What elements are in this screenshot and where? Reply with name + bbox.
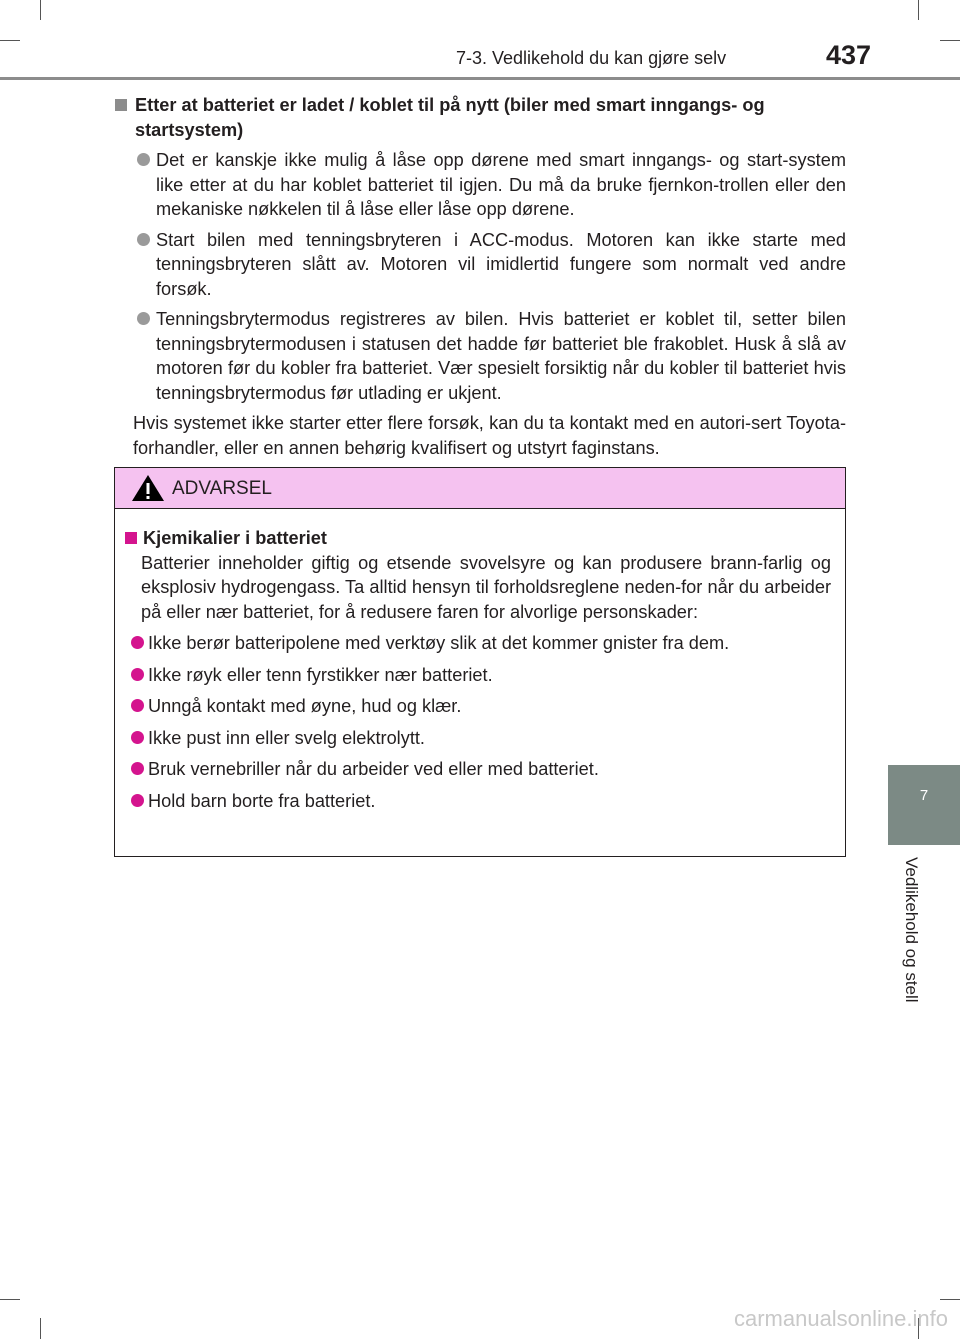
list-item xyxy=(137,148,846,222)
crop-mark xyxy=(40,1318,41,1339)
crop-mark xyxy=(0,1299,20,1300)
list-item xyxy=(131,726,831,751)
crop-mark xyxy=(40,0,41,20)
chapter-label: Vedlikehold og stell xyxy=(902,857,921,1003)
warning-header xyxy=(115,468,845,509)
body-paragraph: Hvis systemet ikke starter etter flere forsøk, kan du ta kontakt med en autori-sert Toyota-forhandler, eller en annen behørig kvalifisert og utstyrt faginstans. xyxy=(133,413,846,458)
warning-bullet-list xyxy=(131,631,831,813)
circle-bullet-icon xyxy=(131,668,144,681)
list-item-text: Ikke berør batteripolene med verktøy slik at det kommer gnister fra dem. xyxy=(148,633,730,653)
crop-mark xyxy=(940,1299,960,1300)
warning-subheading xyxy=(125,526,831,551)
circle-bullet-icon xyxy=(131,762,144,775)
square-bullet-icon xyxy=(125,532,137,544)
square-bullet-icon xyxy=(115,99,127,111)
list-item-text: Bruk vernebriller når du arbeider ved eller med batteriet. xyxy=(148,759,599,779)
main-content xyxy=(113,93,846,460)
crop-mark xyxy=(0,40,20,41)
chapter-number: 7 xyxy=(919,787,929,804)
list-item-text: Det er kanskje ikke mulig å låse opp dørene med smart inngangs- og start-system like etter at du har koblet batteriet til igjen. Du må da bruke fjernkon-trollen eller den mekaniske nøkkelen til å låse eller låse opp dørene. xyxy=(156,150,846,219)
circle-bullet-icon xyxy=(131,636,144,649)
warning-triangle-icon xyxy=(131,474,165,502)
list-item-text: Tenningsbrytermodus registreres av bilen. Hvis batteriet er koblet til, setter bilen tenningsbrytermodusen i statusen det hadde før batteriet ble frakoblet. Husk å slå av motoren før du kobler fra batteriet. Vær spesielt forsiktig når du kobler til batteriet hvis tenningsbrytermodus før utlading er ukjent. xyxy=(156,309,846,403)
list-item xyxy=(137,307,846,405)
list-item xyxy=(131,789,831,814)
bullet-list xyxy=(113,148,846,405)
crop-mark xyxy=(940,40,960,41)
circle-bullet-icon xyxy=(131,794,144,807)
section-heading xyxy=(113,93,846,142)
watermark[interactable]: carmanualsonline.info xyxy=(733,1306,948,1331)
header-rule xyxy=(0,77,960,80)
list-item xyxy=(131,694,831,719)
warning-box xyxy=(114,467,846,857)
list-item-text: Ikke røyk eller tenn fyrstikker nær batteriet. xyxy=(148,664,493,685)
circle-bullet-icon xyxy=(131,731,144,744)
warning-paragraph: Batterier inneholder giftig og etsende svovelsyre og kan produsere brann-farlig og eksplosiv hydrogengass. Ta alltid hensyn til forholdsreglene neden-for når du arbeider på eller nær batteriet, for å redusere faren for alvorlige personskader: xyxy=(141,552,831,622)
list-item xyxy=(131,631,831,656)
list-item xyxy=(137,228,846,302)
list-item-text: Start bilen med tenningsbryteren i ACC-modus. Motoren kan ikke starte med tenningsbryteren slått av. Motoren vil imidlertid fungere som normalt ved andre forsøk. xyxy=(156,229,846,299)
crop-mark xyxy=(918,0,919,20)
circle-bullet-icon xyxy=(137,153,150,166)
list-item-text: Unngå kontakt med øyne, hud og klær. xyxy=(148,696,462,716)
warning-body xyxy=(115,509,845,813)
warning-subheading-text: Kjemikalier i batteriet xyxy=(143,528,327,548)
section-title: 7-3. Vedlikehold du kan gjøre selv xyxy=(456,48,727,68)
section-heading-text: Etter at batteriet er ladet / koblet til på nytt (biler med smart inngangs- og startsystem) xyxy=(135,95,765,140)
list-item-text: Hold barn borte fra batteriet. xyxy=(148,790,376,811)
circle-bullet-icon xyxy=(137,233,150,246)
circle-bullet-icon xyxy=(131,699,144,712)
chapter-tab xyxy=(888,765,960,845)
warning-title: ADVARSEL xyxy=(172,478,272,499)
circle-bullet-icon xyxy=(137,312,150,325)
page-number: 437 xyxy=(826,40,872,70)
list-item xyxy=(131,757,831,782)
list-item xyxy=(131,663,831,688)
list-item-text: Ikke pust inn eller svelg elektrolytt. xyxy=(148,727,425,748)
